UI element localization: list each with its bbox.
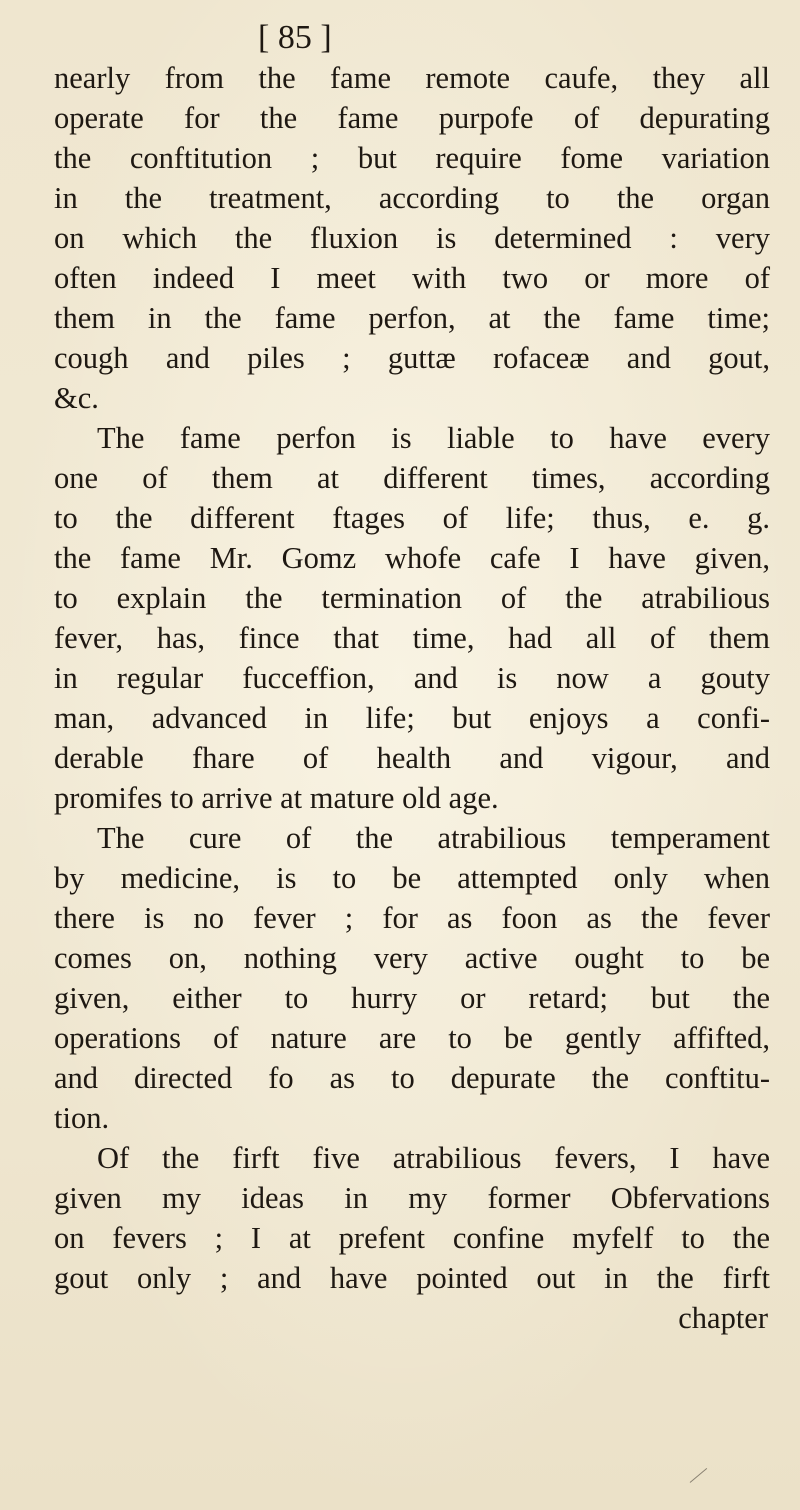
text-line: the fame Mr. Gomz whofe cafe I have given, xyxy=(54,541,770,575)
text-line: the conftitution ; but require fome variation xyxy=(54,141,770,175)
text-line: them in the fame perfon, at the fame time; xyxy=(54,301,770,335)
text-line: nearly from the fame remote caufe, they all xyxy=(54,61,770,95)
text-line: and directed fo as to depurate the conftitu- xyxy=(54,1061,770,1095)
text-line: &c. xyxy=(54,381,99,415)
text-line: by medicine, is to be attempted only when xyxy=(54,861,770,895)
pencil-mark xyxy=(690,1468,707,1483)
text-line: in the treatment, according to the organ xyxy=(54,181,770,215)
body-text xyxy=(54,58,770,1338)
text-line: gout only ; and have pointed out in the firft xyxy=(54,1261,770,1295)
text-line: in regular fucceffion, and is now a gouty xyxy=(54,661,770,695)
text-line: comes on, nothing very active ought to be xyxy=(54,941,770,975)
text-line: tion. xyxy=(54,1101,110,1135)
text-line: to explain the termination of the atrabilious xyxy=(54,581,770,615)
text-line: often indeed I meet with two or more of xyxy=(54,261,770,295)
paragraph-start-line: The cure of the atrabilious temperament xyxy=(97,821,770,855)
paragraph-start-line: Of the firft five atrabilious fevers, I have xyxy=(97,1141,770,1175)
text-line: on fevers ; I at prefent confine myfelf to the xyxy=(54,1221,770,1255)
paragraph-start-line: The fame perfon is liable to have every xyxy=(97,421,770,455)
text-line: derable fhare of health and vigour, and xyxy=(54,741,770,775)
text-line: given, either to hurry or retard; but the xyxy=(54,981,770,1015)
text-line: cough and piles ; guttæ rofaceæ and gout, xyxy=(54,341,770,375)
text-line: to the different ftages of life; thus, e. g. xyxy=(54,501,770,535)
text-line: man, advanced in life; but enjoys a confi- xyxy=(54,701,770,735)
text-line: one of them at different times, according xyxy=(54,461,770,495)
text-line: there is no fever ; for as foon as the fever xyxy=(54,901,770,935)
page-number-header: [ 85 ] xyxy=(258,19,332,56)
text-line: operations of nature are to be gently affifted, xyxy=(54,1021,770,1055)
text-line: given my ideas in my former Obfervations xyxy=(54,1181,770,1215)
text-line: promifes to arrive at mature old age. xyxy=(54,781,499,815)
text-line: operate for the fame purpofe of depurating xyxy=(54,101,770,135)
catchword: chapter xyxy=(678,1301,768,1335)
text-line: on which the fluxion is determined : very xyxy=(54,221,770,255)
text-line: fever, has, fince that time, had all of them xyxy=(54,621,770,655)
